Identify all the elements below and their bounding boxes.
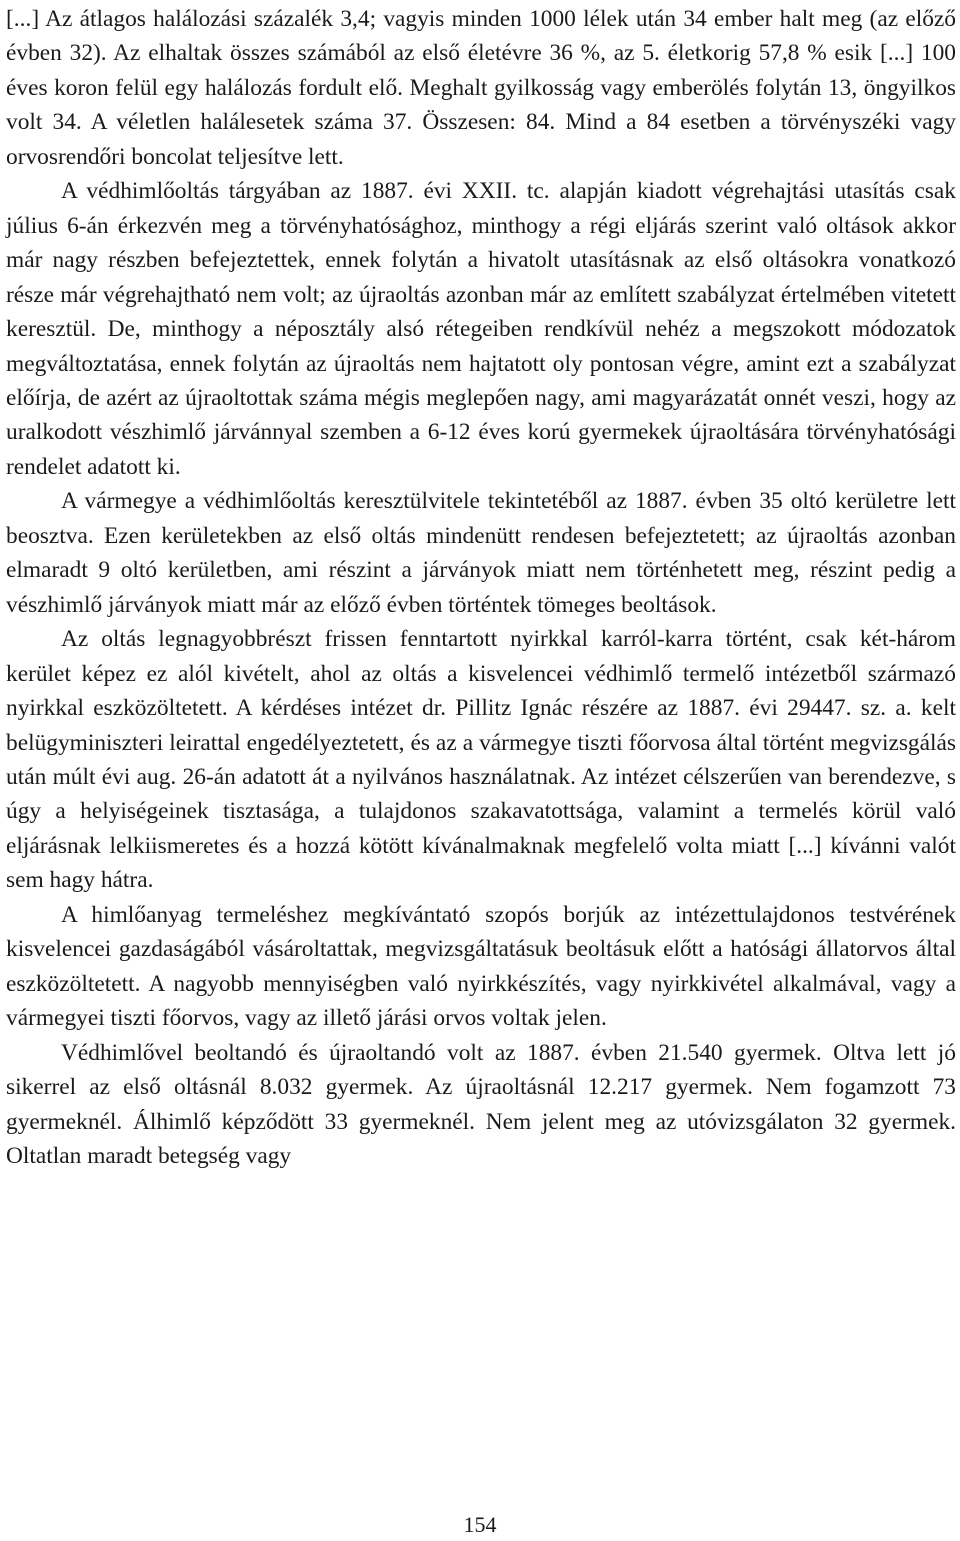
paragraph-vaccination-decree: A védhimlőoltás tárgyában az 1887. évi XXII. tc. alapján kiadott végrehajtási utasítás csak július 6-án érkezvén meg a törvényhatósághoz, minthogy a régi eljárás szerint való oltások akkor már nagy részben befejeztettek, ennek folytán a hivatolt utasításnak az első oltásokra vonatkozó része már végrehajtható nem volt; az újraoltás azonban már az említett szabályzat értelmében vitetett keresztül. De, minthogy a néposztály alsó rétegeiben rendkívül nehéz a megszokott módozatok megváltoztatása, ennek folytán az újraoltás nem hajtatott oly pontosan végre, amint ezt a szabályzat előírja, de azért az újraoltottak száma mégis meglepően nagy, ami magyarázatát onnét veszi, hogy az uralkodott vészhimlő járvánnyal szemben a 6-12 éves korú gyermekek újraoltására törvényhatósági rendelet adatott ki. <box>6 178 956 480</box>
paragraph-mortality: [...] Az átlagos halálozási százalék 3,4; vagyis minden 1000 lélek után 34 ember halt meg (az előző évben 32). Az elhaltak összes számából az első életévre 36 %, az 5. életkorig 57,8 % esik [...] 100 éves koron felül egy halálozás fordult elő. Meghalt gyilkosság vagy emberölés folytán 13, öngyilkos volt 34. A véletlen halálesetek száma 37. Összesen: 84. Mind a 84 esetben a törvényszéki vagy orvosrendőri boncolat teljesítve lett. <box>6 6 956 170</box>
body-text <box>6 2 956 1173</box>
paragraph-vaccination-method: Az oltás legnagyobbrészt frissen fenntartott nyirkkal karról-karra történt, csak két-három kerület képez ez alól kivételt, ahol az oltás a kisvelencei védhimlő termelő intézetből származó nyirkkal eszközöltetett. A kérdéses intézet dr. Pillitz Ignác részére az 1887. évi 29447. sz. a. kelt belügyminiszteri leirattal engedélyeztetett, és az a vármegye tiszti főorvosa által történt megvizsgálás után múlt évi aug. 26-án adatott át a nyilvános használatnak. Az intézet célszerűen van berendezve, s úgy a helyiségeinek tisztasága, a tulajdonos szakavatottsága, valamint a termelés körül való eljárásnak lelkiismeretes és a hozzá kötött kívánalmaknak megfelelő volta miatt [...] kívánni valót sem hagy hátra. <box>6 626 956 894</box>
paragraph-calves: A himlőanyag termeléshez megkívántató szopós borjúk az intézettulajdonos testvérének kisvelencei gazdaságából vásároltattak, megvizsgáltatásuk beoltásuk előtt a hatósági állatorvos által eszközöltetett. A nagyobb mennyiségben való nyirkkészítés, vagy nyirkkivétel alkalmával, vagy a vármegyei tiszti főorvos, vagy az illető járási orvos voltak jelen. <box>6 901 956 1032</box>
paragraph-vaccination-statistics: Védhimlővel beoltandó és újraoltandó volt az 1887. évben 21.540 gyermek. Oltva lett jó sikerrel az első oltásnál 8.032 gyermek. Az újraoltásnál 12.217 gyermek. Nem fogamzott 73 gyermeknél. Álhimlő képződött 33 gyermeknél. Nem jelent meg az utóvizsgálaton 32 gyermek. Oltatlan maradt betegség vagy <box>6 1039 956 1169</box>
page-number: 154 <box>463 1512 497 1537</box>
paragraph-vaccination-districts: A vármegye a védhimlőoltás keresztülvitele tekintetéből az 1887. évben 35 oltó kerületre lett beosztva. Ezen kerületekben az első oltás mindenütt rendesen befejeztetett; az újraoltás azonban elmaradt 9 oltó kerületben, ami részint a járványok miatt nem történhetett meg, részint pedig a vészhimlő járványok miatt már az előző évben történtek tömeges beoltások. <box>6 488 956 618</box>
